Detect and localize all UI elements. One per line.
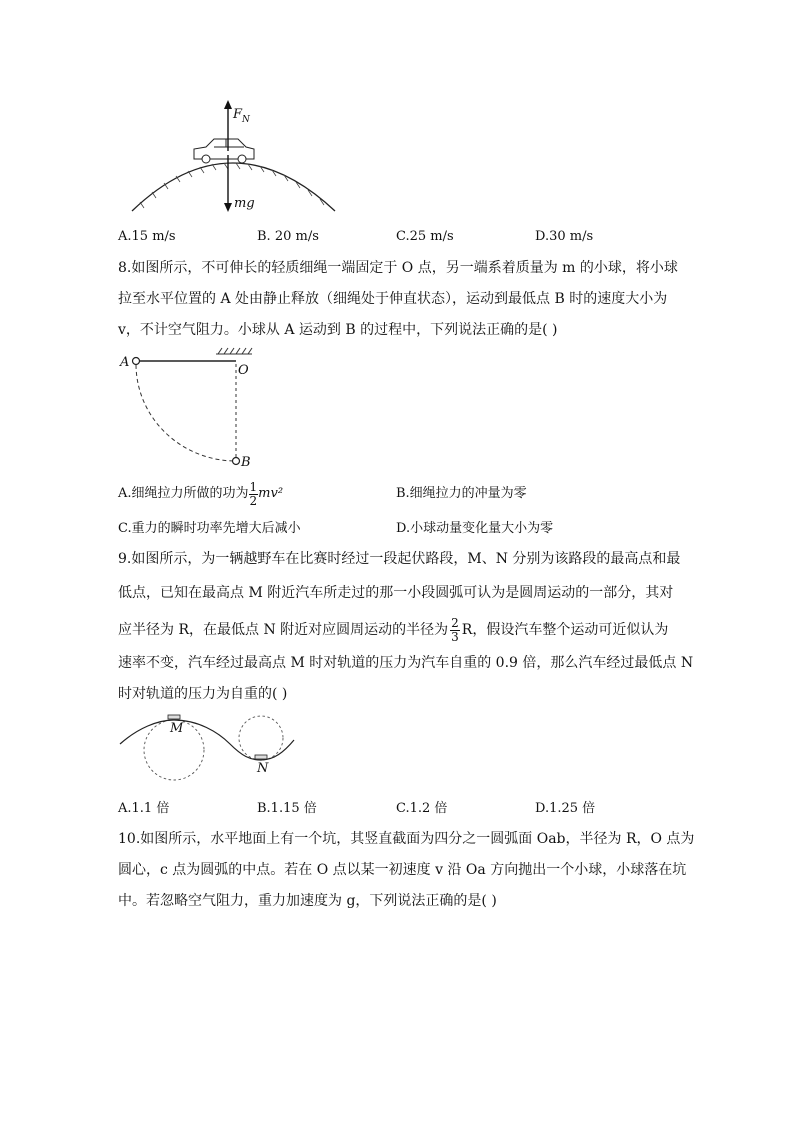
ceiling-hatching (216, 348, 252, 354)
q8-option-c[interactable]: C.重力的瞬时功率先增大后减小 (118, 521, 301, 536)
fraction-one-half: $\frac{1}{2}$ (249, 479, 258, 508)
car-on-hill-figure (120, 95, 350, 220)
q9-stem-line-5: 时对轨道的压力为自重的( ) (118, 686, 288, 702)
fraction-two-thirds: $\frac{2}{3}$ (451, 615, 459, 644)
ball-at-a (133, 358, 140, 365)
car-at-m-icon (168, 715, 180, 719)
q9-stem-line-4: 速率不变，汽车经过最高点 M 时对轨道的压力为汽车自重的 0.9 倍，那么汽车经过最低点 N (118, 655, 694, 671)
q9-line-3-text: 应半径为 R，在最低点 N 附近对应圆周运动的半径为 (118, 622, 449, 638)
q7-option-a[interactable]: A.15 m/s (118, 229, 176, 244)
q10-stem-line-2: 圆心，c 点为圆弧的中点。若在 O 点以某一初速度 v 沿 Oa 方向抛出一个小球，小球落在坑 (118, 862, 687, 878)
q7-option-b[interactable]: B. 20 m/s (257, 229, 319, 244)
q9-option-b[interactable]: B.1.15 倍 (257, 801, 317, 816)
q8-option-a-formula: mv² (258, 486, 284, 501)
q8-stem-line-2: 拉至水平位置的 A 处由静止释放（细绳处于伸直状态），运动到最低点 B 时的速度大小为 (118, 291, 668, 307)
undulating-road-figure (118, 712, 308, 782)
swing-path (136, 365, 234, 461)
q9-option-d[interactable]: D.1.25 倍 (535, 801, 596, 816)
point-a-label: A (120, 355, 130, 370)
q8-option-a[interactable] (118, 480, 283, 508)
q8-option-d[interactable]: D.小球动量变化量大小为零 (396, 521, 554, 536)
q9-stem-line-3 (118, 614, 668, 646)
road-curve (120, 720, 294, 760)
q10-stem-line-3: 中。若忽略空气阻力，重力加速度为 g，下列说法正确的是( ) (118, 893, 497, 909)
circle-at-n (239, 716, 283, 760)
q9-line-3-text-end: R，假设汽车整个运动可近似认为 (461, 622, 669, 638)
hill-hatching (140, 163, 324, 208)
q9-option-c[interactable]: C.1.2 倍 (396, 801, 448, 816)
q9-stem-line-1: 9.如图所示，为一辆越野车在比赛时经过一段起伏路段，M、N 分别为该路段的最高点和最 (118, 551, 681, 567)
q8-option-b[interactable]: B.细绳拉力的冲量为零 (396, 486, 527, 501)
car-at-n-icon (255, 755, 267, 759)
point-o-label: O (238, 363, 249, 378)
q9-stem-line-2: 低点，已知在最高点 M 附近汽车所走过的那一小段圆弧可认为是圆周运动的一部分，其对 (118, 585, 674, 601)
q9-option-a[interactable]: A.1.1 倍 (118, 801, 170, 816)
q8-option-a-text: A.细绳拉力所做的功为 (118, 486, 249, 501)
q8-stem-line-3: v，不计空气阻力。小球从 A 运动到 B 的过程中，下列说法正确的是( ) (118, 322, 558, 338)
gravity-label: mg (234, 196, 255, 211)
point-n-label: N (257, 761, 269, 776)
q7-option-d[interactable]: D.30 m/s (535, 229, 594, 244)
q7-option-c[interactable]: C.25 m/s (396, 229, 454, 244)
normal-force-label: $F_N$ (233, 107, 250, 125)
point-b-label: B (241, 455, 251, 470)
q8-stem-line-1: 8.如图所示，不可伸长的轻质细绳一端固定于 O 点，另一端系着质量为 m 的小球，将小球 (118, 260, 678, 276)
pendulum-figure (118, 344, 268, 474)
car-icon (194, 139, 254, 163)
ball-at-b (233, 458, 240, 465)
point-m-label: M (170, 721, 184, 736)
q10-stem-line-1: 10.如图所示，水平地面上有一个坑，其竖直截面为四分之一圆弧面 Oab，半径为 R，O 点为 (118, 831, 695, 847)
